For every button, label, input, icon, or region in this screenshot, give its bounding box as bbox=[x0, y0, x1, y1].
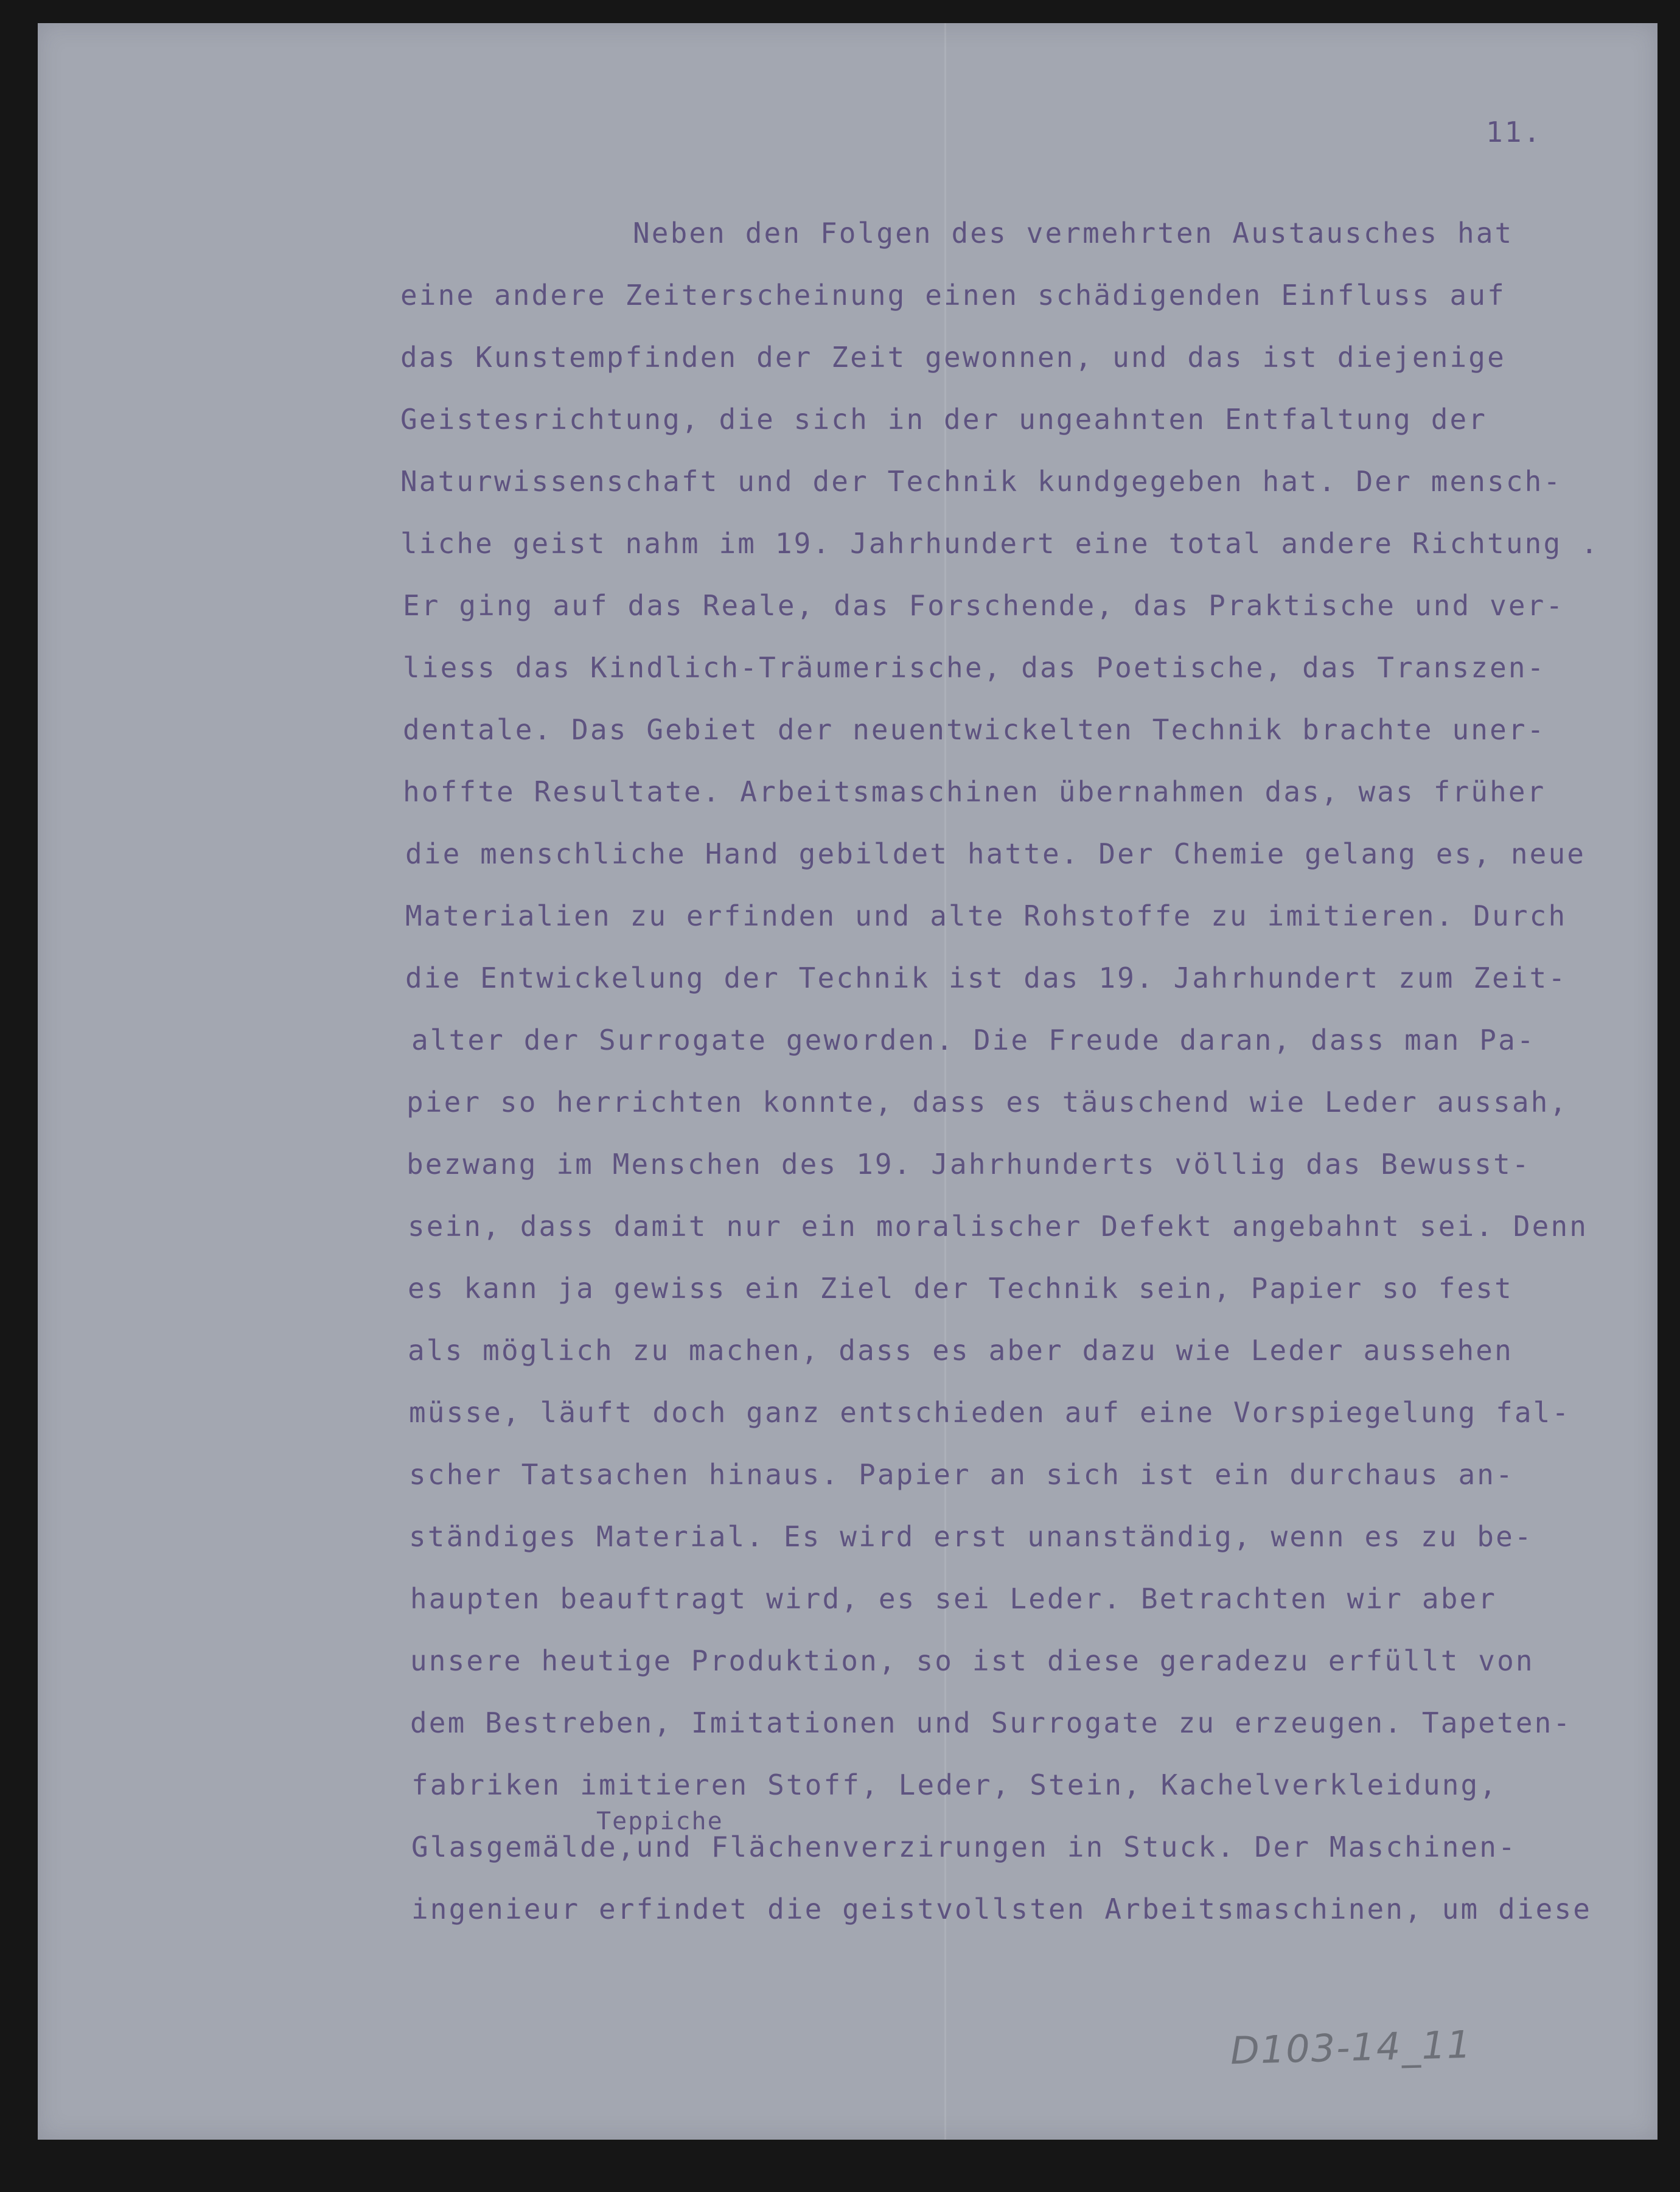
text-line: die Entwickelung der Technik ist das 19. Jahrhundert zum Zeit- bbox=[405, 962, 1567, 994]
text-line: die menschliche Hand gebildet hatte. Der Chemie gelang es, neue bbox=[405, 837, 1586, 870]
text-line: alter der Surrogate geworden. Die Freude daran, dass man Pa- bbox=[411, 1024, 1536, 1056]
text-line: Materialien zu erfinden und alte Rohstoffe zu imitieren. Durch bbox=[405, 899, 1567, 932]
archive-signature: D103-14_11 bbox=[1230, 2022, 1473, 2073]
text-line: ingenieur erfindet die geistvollsten Arbeitsmaschinen, um diese bbox=[411, 1893, 1592, 1925]
text-line: pier so herrichten konnte, dass es täuschend wie Leder aussah, bbox=[406, 1086, 1569, 1119]
text-line: das Kunstempfinden der Zeit gewonnen, und das ist diejenige bbox=[400, 341, 1506, 374]
text-line: ständiges Material. Es wird erst unanständig, wenn es zu be- bbox=[409, 1520, 1533, 1553]
page-number: 11. bbox=[1486, 116, 1542, 148]
text-line: hoffte Resultate. Arbeitsmaschinen übernahmen das, was früher bbox=[403, 775, 1546, 808]
text-line: dentale. Das Gebiet der neuentwickelten Technik brachte uner- bbox=[403, 713, 1546, 746]
text-line: haupten beauftragt wird, es sei Leder. Betrachten wir aber bbox=[410, 1582, 1497, 1615]
interlinear-insertion: Teppiche bbox=[596, 1807, 723, 1835]
text-line: müsse, läuft doch ganz entschieden auf eine Vorspiegelung fal- bbox=[409, 1396, 1571, 1429]
text-line: dem Bestreben, Imitationen und Surrogate zu erzeugen. Tapeten- bbox=[410, 1706, 1572, 1739]
text-line: Geistesrichtung, die sich in der ungeahnten Entfaltung der bbox=[400, 403, 1488, 436]
text-line: liess das Kindlich-Träumerische, das Poetische, das Transzen- bbox=[403, 651, 1546, 684]
text-line: eine andere Zeiterscheinung einen schädigenden Einfluss auf bbox=[400, 279, 1506, 312]
text-line: bezwang im Menschen des 19. Jahrhunderts völlig das Bewusst- bbox=[406, 1148, 1531, 1181]
text-line: liche geist nahm im 19. Jahrhundert eine total andere Richtung . bbox=[400, 527, 1600, 560]
text-line: es kann ja gewiss ein Ziel der Technik sein, Papier so fest bbox=[408, 1272, 1513, 1305]
text-line: unsere heutige Produktion, so ist diese geradezu erfüllt von bbox=[410, 1644, 1535, 1677]
text-line: scher Tatsachen hinaus. Papier an sich ist ein durchaus an- bbox=[409, 1458, 1514, 1491]
text-line: Er ging auf das Reale, das Forschende, das Praktische und ver- bbox=[403, 589, 1565, 622]
text-line: als möglich zu machen, dass es aber dazu wie Leder aussehen bbox=[408, 1334, 1513, 1367]
text-line: sein, dass damit nur ein moralischer Defekt angebahnt sei. Denn bbox=[408, 1210, 1589, 1243]
document-page bbox=[38, 23, 1657, 2140]
text-line: Naturwissenschaft und der Technik kundgegeben hat. Der mensch- bbox=[400, 465, 1563, 498]
text-line: Glasgemälde,und Flächenverzirungen in Stuck. Der Maschinen- bbox=[411, 1831, 1517, 1863]
text-line: Neben den Folgen des vermehrten Austausches hat bbox=[633, 217, 1514, 250]
text-line: fabriken imitieren Stoff, Leder, Stein, Kachelverkleidung, bbox=[411, 1768, 1499, 1801]
